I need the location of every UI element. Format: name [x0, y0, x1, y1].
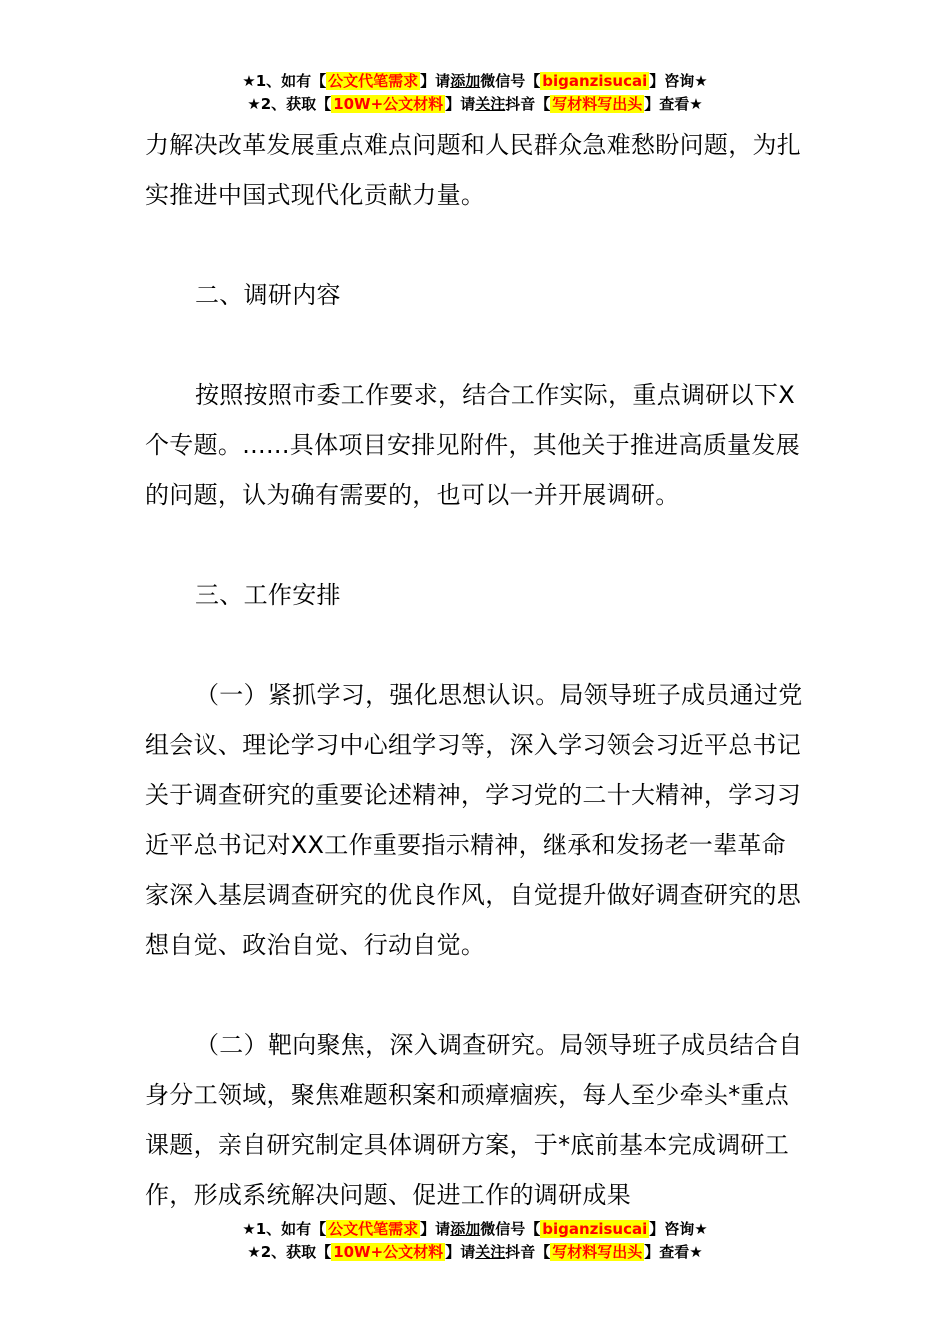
- spacer: [145, 520, 810, 570]
- banner-underlined: 添加: [450, 1220, 481, 1238]
- spacer: [145, 220, 810, 270]
- banner-text: 】请: [445, 1243, 476, 1261]
- banner-text: ★1、如有【: [242, 72, 327, 90]
- banner-text: 】咨询★: [649, 1220, 708, 1238]
- highlight-wechat-id: biganzisucai: [542, 1220, 648, 1238]
- paragraph-continued: 力解决改革发展重点难点问题和人民群众急难愁盼问题，为扎实推进中国式现代化贡献力量。: [145, 131, 802, 209]
- banner-text: 抖音【: [505, 95, 551, 113]
- banner-text: 微信号【: [480, 1220, 541, 1238]
- banner-text: 】查看★: [644, 95, 703, 113]
- banner-text: 】请: [445, 95, 476, 113]
- banner-text: 】请: [420, 1220, 451, 1238]
- spacer: [145, 620, 810, 670]
- highlight-douyin-account: 写材料写出头: [552, 95, 643, 113]
- banner-text: ★2、获取【: [247, 1243, 332, 1261]
- paragraph-research-content: 按照按照市委工作要求，结合工作实际，重点调研以下X个专题。......具体项目安排见附件，其他关于推进高质量发展的问题，认为确有需要的，也可以一并开展调研。: [145, 381, 801, 509]
- footer-banner-line-1: [0, 1218, 950, 1241]
- banner-text: 】查看★: [644, 1243, 703, 1261]
- highlight-service: 公文代笔需求: [328, 72, 419, 90]
- header-banner-line-2: [0, 93, 950, 116]
- paragraph-study: （一）紧抓学习，强化思想认识。局领导班子成员通过党组会议、理论学习中心组学习等，深入学习领会习近平总书记关于调查研究的重要论述精神，学习党的二十大精神，学习习近平总书记对XX工作重要指示精神，继承和发扬老一辈革命家深入基层调查研究的优良作风，自觉提升做好调查研究的思想自觉、政治自觉、行动自觉。: [145, 681, 803, 959]
- spacer: [145, 970, 810, 1020]
- spacer: [145, 320, 810, 370]
- banner-text: ★1、如有【: [242, 1220, 327, 1238]
- document-body: [145, 120, 810, 1220]
- footer-banner-line-2: [0, 1241, 950, 1264]
- banner-text: 抖音【: [505, 1243, 551, 1261]
- highlight-douyin-account: 写材料写出头: [552, 1243, 643, 1261]
- banner-text: 】请: [420, 72, 451, 90]
- banner-text: 微信号【: [480, 72, 541, 90]
- banner-text: 】咨询★: [649, 72, 708, 90]
- banner-underlined: 关注: [475, 95, 506, 113]
- highlight-service: 公文代笔需求: [328, 1220, 419, 1238]
- section-heading-3: 三、工作安排: [195, 581, 341, 609]
- highlight-materials: 10W+公文材料: [333, 1243, 444, 1261]
- banner-underlined: 关注: [475, 1243, 506, 1261]
- section-heading-2: 二、调研内容: [195, 281, 341, 309]
- paragraph-focus: （二）靶向聚焦，深入调查研究。局领导班子成员结合自身分工领域，聚焦难题积案和顽瘴痼疾，每人至少牵头*重点课题，亲自研究制定具体调研方案，于*底前基本完成调研工作，形成系统解决问题、促进工作的调研成果: [145, 1031, 803, 1209]
- banner-underlined: 添加: [450, 72, 481, 90]
- highlight-materials: 10W+公文材料: [333, 95, 444, 113]
- highlight-wechat-id: biganzisucai: [542, 72, 648, 90]
- footer-banner: [0, 1218, 950, 1264]
- banner-text: ★2、获取【: [247, 95, 332, 113]
- header-banner: [0, 70, 950, 116]
- header-banner-line-1: [0, 70, 950, 93]
